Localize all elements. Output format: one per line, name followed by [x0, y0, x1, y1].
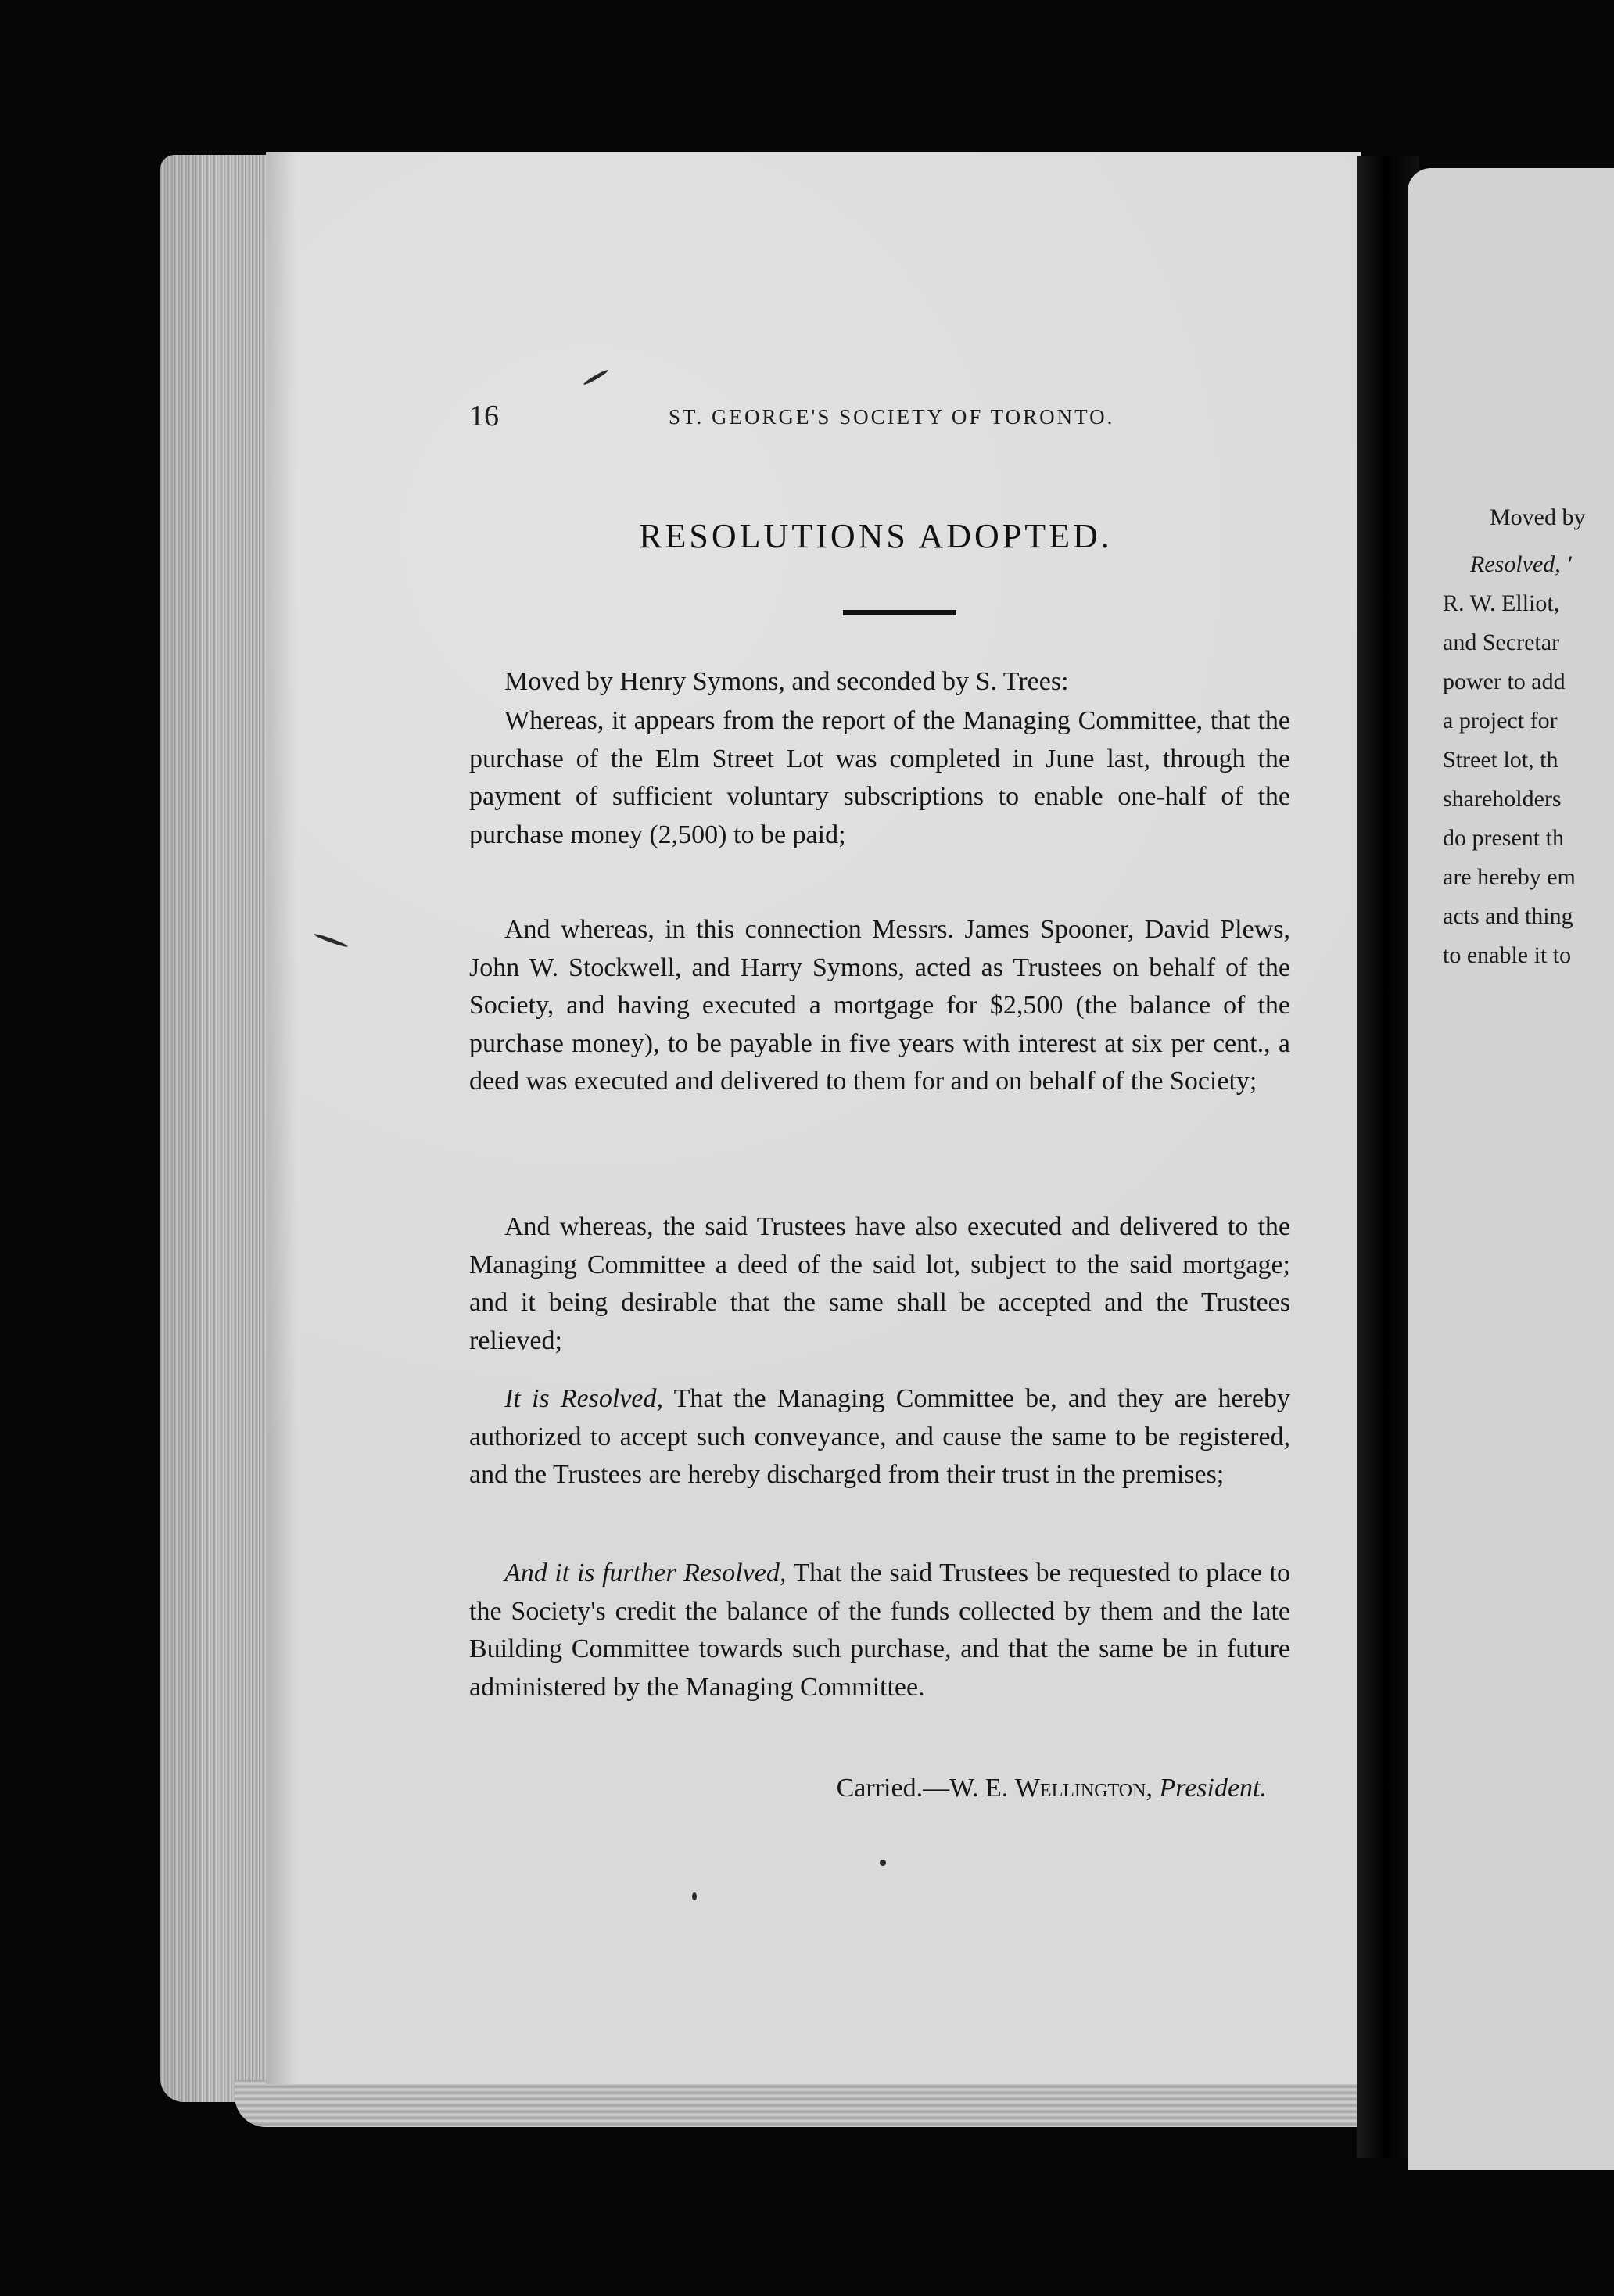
paragraph-whereas-3: And whereas, the said Trustees have also executed and delivered to the Managing Committee a deed of the said lot, subject to the said mortgage; and it being desirable that the same shall be accepted and the Trustees relieved; [469, 1212, 1290, 1355]
right-page-line: Moved by [1490, 504, 1586, 530]
right-page-line: Street lot, th [1443, 747, 1558, 773]
page-header [469, 399, 1251, 446]
right-page-line: R. W. Elliot, [1443, 590, 1560, 616]
president-title: President. [1159, 1774, 1267, 1803]
right-page-line: shareholders [1443, 786, 1562, 812]
book-bottom-edge [235, 2080, 1368, 2127]
president-name: Wellington, [1014, 1774, 1153, 1803]
paragraph-whereas-2: And whereas, in this connection Messrs. James Spooner, David Plews, John W. Stockwell, and Harry Symons, acted as Trustees on behalf of the Society, and having executed a mortgage for $2,500 (the balance of the purchase money), to be payable in five years with interest at six per cent., a deed was executed and delivered to them for and on behalf of the Society; [469, 915, 1290, 1096]
right-page-line: a project for [1443, 708, 1558, 734]
further-resolved-lead: And it is further Resolved, [504, 1559, 787, 1587]
paragraph-further-resolved [469, 1555, 1290, 1706]
carried-signature [704, 1774, 1267, 1803]
further-resolved-text: That the said Trustees be requested to place to the Society's credit the balance of the funds collected by them and the late Building Committee towards such purchase, and that the same be in future administered by the Managing Committee. [469, 1559, 1290, 1702]
right-page [1408, 168, 1614, 2170]
right-page-line: power to add [1443, 669, 1566, 694]
scan-speck [880, 1860, 886, 1866]
running-head: ST. GEORGE'S SOCIETY OF TORONTO. [669, 405, 1115, 429]
scan-speck [692, 1892, 697, 1900]
paragraph-whereas-1: Whereas, it appears from the report of the Managing Committee, that the purchase of the Elm Street Lot was completed in June last, through the payment of sufficient voluntary subscriptions to enable one-half of the purchase money (2,500) to be paid; [469, 706, 1290, 849]
right-page-line: are hereby em [1443, 864, 1576, 890]
page-number: 16 [469, 400, 499, 432]
right-page-line: acts and thing [1443, 903, 1573, 929]
book-page-edges [160, 155, 278, 2102]
title-rule [843, 610, 956, 615]
right-page-line: and Secretar [1443, 630, 1560, 655]
right-page-line: to enable it to [1443, 942, 1572, 968]
resolved-text: That the Managing Committee be, and they are hereby authorized to accept such conveyance, and cause the same to be registered, and the Trustees are hereby discharged from their trust in the premises; [469, 1384, 1290, 1489]
right-page-line: Resolved, ' [1470, 551, 1572, 577]
right-page-line: do present th [1443, 825, 1564, 851]
moved-line: Moved by Henry Symons, and seconded by S. Trees: [504, 667, 1069, 696]
section-title: RESOLUTIONS ADOPTED. [639, 517, 1113, 555]
carried-prefix: Carried.—W. E. [836, 1774, 1015, 1803]
paragraph-resolved [469, 1380, 1290, 1494]
resolved-lead: It is Resolved, [504, 1384, 664, 1413]
